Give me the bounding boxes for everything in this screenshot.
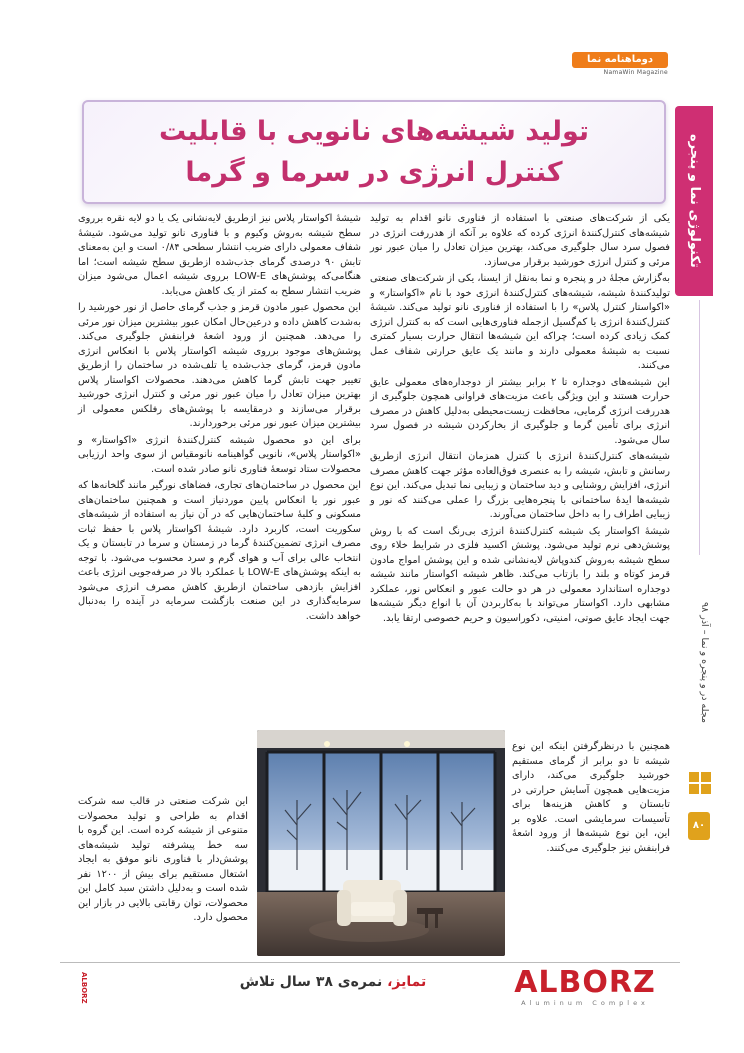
magazine-issue-label: مجله در و پنجره و نما – آذر ۹۸	[699, 602, 710, 723]
paragraph: این محصول عبور مادون قرمز و جذب گرمای حاصل از نور خورشید را به‌شدت کاهش داده و درعین‌حال امکان عبور بیشترین میزان نور مرئی را می‌دهد. همچنین از ورود اشعهٔ فرابنفش جلوگیری می‌کند. پوشش‌های موجود برروی شیشه اکواستار پلاس با انعکاس انرژی مادون قرمز، گرمای جذب‌شده یا تلف‌شده در ساختمان را ازطریق تغییر جهت تابش گرما کاهش می‌دهند. محصولات اکواستار پلاس بهترین میزان تعادل را میان عبور نور مرئی و کنترل انرژی خورشید برقرار می‌سازند و درمقایسه با پوشش‌های رفلکس معمولی از بیشترین میزان عبور نور مرئی برخوردارند.	[78, 302, 361, 429]
sidebar-divider	[699, 300, 700, 555]
paragraph: شیشه‌های کنترل‌کنندهٔ انرژی با کنترل همزمان انتقال انرژی ازطریق رسانش و تابش، شیشه را به عنصری فوق‌العاده مؤثر جهت کاهش مصرف انرژی، افزایش روشنایی و دید ساختمان و زیبایی نما تبدیل می‌کند. این نوع شیشه‌ها ایدهٔ ساختمانی با پنجره‌هایی بزرگ را عملی می‌کنند که نور و زیبایی اطراف را به داخل ساختمان می‌آورند.	[370, 451, 670, 520]
page-number: ۸۰	[688, 812, 710, 840]
paragraph: یکی از شرکت‌های صنعتی با استفاده از فناوری نانو اقدام به تولید شیشه‌های کنترل‌کنندهٔ انرژی کرده که علاوه بر آنکه از هدررفت انرژی در فصول سرد سال جلوگیری می‌کند، بهترین میزان تعادل را میان عبور نور مرئی و کنترل انرژی خورشید برقرار می‌سازد.	[370, 213, 670, 268]
paragraph: این شیشه‌های دوجداره تا ۲ برابر بیشتر از دوجداره‌های معمولی عایق حرارت هستند و این ویژگی باعث مزیت‌های فراوانی همچون جلوگیری از هدررفت انرژی گرمایی، محافظت زیست‌محیطی به‌دلیل کاهش در مصرف انرژی برای تأمین گرما و جلوگیری از بخارکردن شیشه در فصول سرد سال می‌شود.	[370, 376, 670, 446]
article-title-line-1: تولید شیشه‌های نانویی با قابلیت	[158, 116, 590, 147]
paragraph: همچنین با درنظرگرفتن اینکه این نوع شیشه تا دو برابر از گرمای مستقیم خورشید جلوگیری می‌کند، دارای مزیت‌هایی همچون آسایش حرارتی در تابستان و کاهش هزینه‌ها برای تأسیسات سرمایشی است. علاوه بر این، این نوع شیشه‌ها از ورود اشعهٔ فرابنفش نیز جلوگیری می‌کنند.	[512, 741, 670, 854]
logo-subtitle: NamaWin Magazine	[603, 69, 668, 76]
magazine-logo	[572, 52, 668, 80]
interior-window-photo	[257, 730, 505, 956]
slogan-highlight: تمایز،	[387, 974, 427, 990]
article-column-right	[370, 212, 670, 628]
article-column-right-bottom	[512, 740, 670, 858]
article-title-line-2: کنترل انرژی در سرما و گرما	[185, 157, 563, 188]
paragraph: برای این دو محصول شیشه کنترل‌کنندهٔ انرژی «اکواستار» و «اکواستار پلاس»، نانویی گواهینامه نانومقیاس از سوی واحد ارزیابی محصولات ستاد توسعهٔ فناوری نانو صادر شده است.	[78, 434, 361, 475]
article-column-left	[78, 212, 361, 626]
paragraph: به‌گزارش مجلهٔ در و پنجره و نما به‌نقل از ایسنا، یکی از شرکت‌های صنعتی تولیدکنندهٔ شیشه، شیشه‌های کنترل‌کنندهٔ انرژی خود با نام «اکواستار» و «اکواستار کنترل پلاس» را با استفاده از فناوری نانو تولید می‌کند. شیشهٔ کنترل‌کنندهٔ انرژی یا کم‌گسیل از‌جمله فناوری‌هایی است که به کنترل انرژی کمک زیادی کرده است؛ چراکه این شیشه‌ها انتقال حرارت بسیار کمتری نسبت به شیشهٔ معمولی دارند و مانند یک عایق حرارتی شفاف عمل می‌کنند.	[370, 273, 670, 371]
slogan-text: نمره‌ی ۳۸ سال تلاش	[239, 974, 388, 990]
alborz-side-mark: ALBORZ	[80, 972, 88, 1004]
paragraph: این شرکت صنعتی در قالب سه شرکت اقدام به طراحی و تولید محصولات متنوعی از شیشه کرده است. این گروه با سه خط پیشرفته تولید شیشه‌های پوشش‌دار با فناوری نانو موفق به ایجاد اشتغال مستقیم برای بیش از ۱۲۰۰ نفر شده است و به‌دلیل داشتن سبد کامل این محصولات، توان رقابتی بالایی در بازار این محصول دارد.	[78, 796, 249, 923]
logo-wordmark: دوماهنامه نما	[572, 52, 668, 68]
alborz-subtitle: Aluminum Complex	[521, 999, 649, 1007]
article-column-left-bottom	[78, 795, 248, 928]
category-label: تکنولوژی نما و پنجره	[687, 134, 702, 268]
alborz-wordmark: ALBORZ	[514, 965, 656, 1000]
paragraph: این محصول در ساختمان‌های تجاری، فضاهای نورگیر مانند گلخانه‌ها که عبور نور یا انعکاس پایین موردنیاز است و همچنین ساختمان‌های مسکونی و کلیهٔ ساختمان‌هایی که در آن نیاز به استفاده از شیشه‌های سکوریت است، کاربرد دارد. شیشهٔ اکواستار پلاس با حفظ ثبات مصرف انرژی تضمین‌کنندهٔ گرما در زمستان و سرما در تابستان و یک انتخاب عالی برای آب و هوای گرم و سرد محسوب می‌شود. با توجه به اینکه پوشش‌های LOW-E با عملکرد بالا در صرفه‌جویی انرژی باعث افزایش بازدهی ساختمان ازطریق کاهش مصرف انرژی می‌شود سرمایه‌گذاری در این صنعت بازگشت سرمایه در آینده را به‌دنبال خواهد داشت.	[78, 480, 361, 622]
alborz-logo	[495, 963, 675, 1007]
paragraph: شیشهٔ اکواستار یک شیشه کنترل‌کنندهٔ انرژی بی‌رنگ است که با روش پوشش‌دهی نرم تولید می‌شود. پوشش اکسید فلزی در شرایط خلاء روی سطح شیشه به‌روش کندوپاش لایه‌نشانی شده و این پوشش امواج مادون قرمز کوتاه و بلند را بازتاب می‌کند. ظاهر شیشه اکواستار مانند شیشه دوجداره استاندارد معمولی در هر دو حالت عبور و انعکاس نور، عملکرد مشابهی دارد. اکواستار می‌تواند با به‌کاربردن آن با انواع دیگر شیشه‌ها جهت ایجاد عایق صوتی، امنیتی، دکوراسیون و حریم خصوصی ارتقا یابد.	[370, 525, 670, 624]
footer-slogan	[198, 974, 468, 990]
paragraph: شیشهٔ اکواستار پلاس نیز ازطریق لایه‌نشانی یک یا دو لایه نقره برروی سطح شیشه به‌روش وکیوم و با فناوری نانو تولید می‌شود. شیشهٔ شفاف معمولی دارای ضریب انتشار سطحی ۰/۸۴ است و این به‌معنای تابش ۹۰ درصدی گرمای جذب‌شده ازطریق سطح شیشه است؛ اما هنگامی‌که پوشش‌های LOW-E برروی شیشه اعمال می‌شود میزان ضریب انتشار سطح به کمتر از یک کاهش می‌یابد.	[78, 213, 361, 297]
window-icon	[689, 772, 711, 794]
category-band	[675, 106, 713, 296]
article-title-box	[82, 100, 666, 204]
